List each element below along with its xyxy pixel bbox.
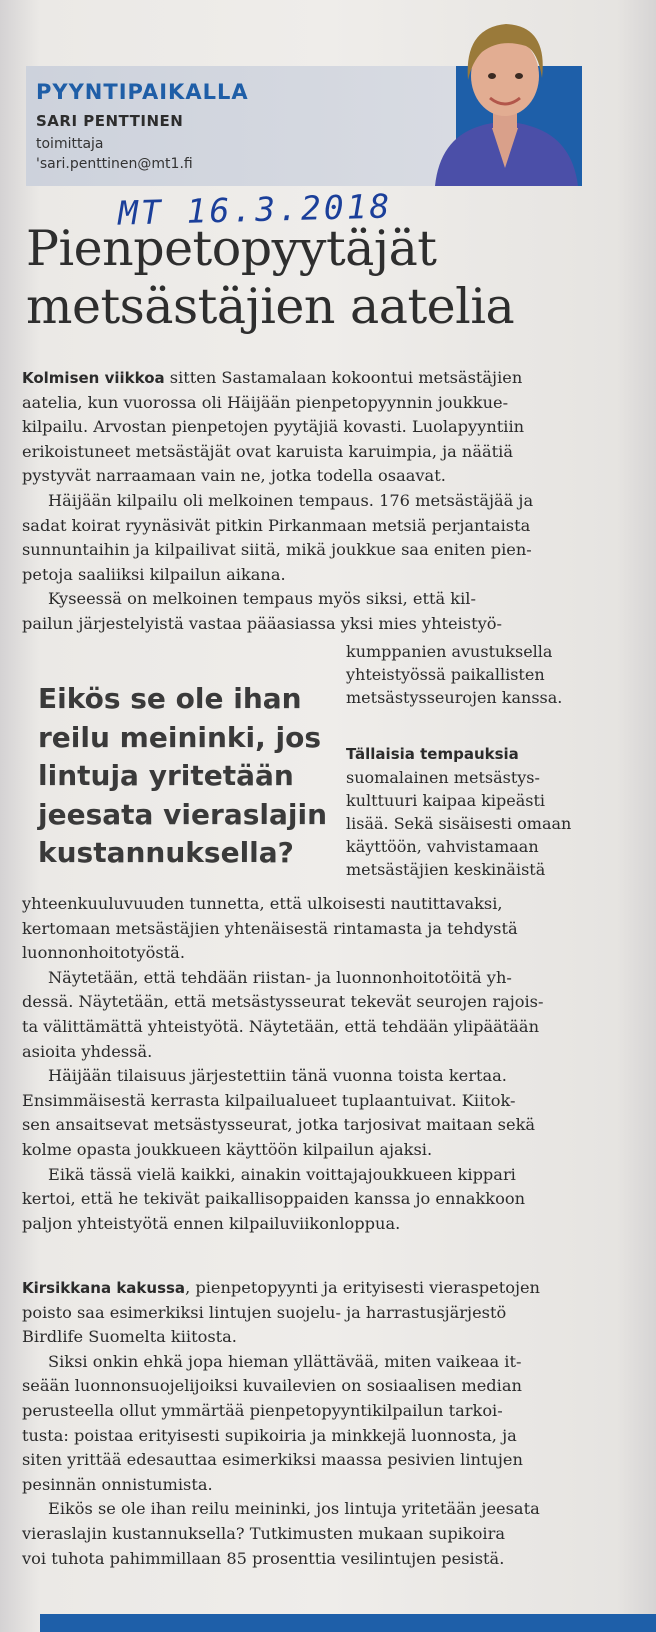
pull-quote-line: Eikös se ole ihan: [38, 682, 302, 715]
text-line: Eikä tässä vielä kaikki, ainakin voittajajoukkueen kippari: [48, 1164, 516, 1184]
paragraph: [22, 489, 622, 587]
paragraph: [22, 966, 622, 1064]
pull-quote-line: kustannuksella?: [38, 836, 294, 869]
text-line: sen ansaitsevat metsästysseurat, jotka tarjosivat maitaan sekä: [22, 1115, 536, 1135]
text-line: sitten Sastamalaan kokoontui metsästäjien: [164, 368, 523, 387]
text-line: Kyseessä on melkoinen tempaus myös siksi, että kil-: [48, 589, 476, 609]
text-line: kulttuuri kaipaa kipeästi: [346, 791, 546, 810]
text-line: pailun järjestelyistä vastaa pääasiassa yksi mies yhteistyö-: [22, 613, 502, 633]
text-line: Häijään tilaisuus järjestettiin tänä vuonna toista kertaa.: [48, 1066, 507, 1086]
paragraph: [346, 640, 626, 709]
text-line: perusteella ollut ymmärtää pienpetopyyntikilpailun tarkoi-: [22, 1400, 503, 1420]
right-column-subsection: [346, 742, 626, 881]
text-line: Birdlife Suomelta kiitosta.: [22, 1327, 237, 1347]
author-portrait: [430, 18, 580, 186]
text-line: sadat koirat ryynäsivät pitkin Pirkanmaan metsiä perjantaista: [22, 515, 531, 535]
pull-quote-line: lintuja yritetään: [38, 759, 294, 792]
text-line: siten yrittää edesauttaa esimerkiksi maassa pesivien lintujen: [22, 1450, 523, 1470]
text-line: ta välittämättä yhteistyötä. Näytetään, että tehdään ylipäätään: [22, 1016, 539, 1036]
text-line: luonnonhoitotyöstä.: [22, 943, 185, 963]
text-line: paljon yhteistyötä ennen kilpailuviikonloppua.: [22, 1213, 401, 1233]
text-line: kertoi, että he tekivät paikallisoppaiden kanssa jo ennakkoon: [22, 1189, 526, 1209]
article-headline: [26, 220, 626, 336]
section-label: PYYNTIPAIKALLA: [36, 80, 249, 104]
paragraph: [346, 742, 626, 881]
footer-color-strip: [40, 1614, 656, 1632]
text-line: yhteistyössä paikallisten: [346, 665, 545, 684]
text-line: Ensimmäisestä kerrasta kilpailualueet tuplaantuivat. Kiitok-: [22, 1090, 516, 1110]
text-line: suomalainen metsästys-: [346, 768, 540, 787]
text-line: asioita yhdessä.: [22, 1041, 153, 1061]
text-line: pystyvät narraamaan vain ne, jotka todella osaavat.: [22, 466, 446, 486]
author-role: toimittaja: [36, 136, 104, 152]
paragraph: [22, 1497, 622, 1571]
article-body-middle: [22, 892, 622, 1236]
paragraph-lead: Kolmisen viikkoa: [22, 369, 165, 387]
text-line: voi tuhota pahimmillaan 85 prosenttia vesilintujen pesistä.: [22, 1548, 505, 1568]
text-line: seään luonnonsuojelijoiksi kuvailevien on sosiaalisen median: [22, 1376, 522, 1396]
text-line: Siksi onkin ehkä jopa hieman yllättävää, miten vaikeaa it-: [48, 1351, 522, 1371]
text-line: lisää. Sekä sisäisesti omaan: [346, 814, 572, 833]
paragraph: [22, 892, 622, 966]
article-body-bottom: [22, 1276, 622, 1571]
headline-line: Pienpetopyytäjät: [26, 220, 437, 277]
text-line: Eikös se ole ihan reilu meininki, jos lintuja yritetään jeesata: [48, 1499, 540, 1519]
paragraph: [22, 1350, 622, 1498]
text-line: dessä. Näytetään, että metsästysseurat tekevät seurojen rajois-: [22, 992, 544, 1012]
text-line: yhteenkuuluvuuden tunnetta, että ulkoisesti nautittavaksi,: [22, 894, 503, 913]
text-line: metsästysseurojen kanssa.: [346, 688, 563, 707]
handwritten-date-note: MT 16.3.2018: [117, 186, 393, 233]
text-line: , pienpetopyynti ja erityisesti vieraspetojen: [185, 1278, 540, 1297]
text-line: poisto saa esimerkiksi lintujen suojelu- ja harrastusjärjestö: [22, 1302, 507, 1322]
author-email: 'sari.penttinen@mt1.fi: [36, 156, 193, 172]
paragraph: [22, 1163, 622, 1237]
text-line: pesinnän onnistumista.: [22, 1474, 213, 1494]
text-line: Häijään kilpailu oli melkoinen tempaus. 176 metsästäjää ja: [48, 490, 534, 510]
paragraph-lead: Kirsikkana kakussa: [22, 1279, 186, 1297]
pull-quote-line: reilu meininki, jos: [38, 720, 322, 754]
article-body-top: [22, 366, 622, 637]
text-line: vieraslajin kustannuksella? Tutkimusten mukaan supikoira: [22, 1523, 505, 1543]
text-line: kertomaan metsästäjien yhtenäisestä rintamasta ja tehdystä: [22, 918, 518, 938]
subhead: Tällaisia tempauksia: [346, 745, 519, 763]
text-line: kilpailu. Arvostan pienpetojen pyytäjiä kovasti. Luolapyyntiin: [22, 417, 525, 437]
paragraph-intro: [22, 366, 622, 489]
text-line: aatelia, kun vuorossa oli Häijään pienpetopyynnin joukkue-: [22, 392, 509, 412]
paragraph: [22, 1064, 622, 1162]
text-line: tusta: poistaa erityisesti supikoiria ja minkkejä luonnosta, ja: [22, 1425, 517, 1445]
text-line: kolme opasta joukkueen käyttöön kilpailun ajaksi.: [22, 1139, 433, 1159]
pull-quote-line: jeesata vieraslajin: [38, 797, 327, 831]
text-line: Näytetään, että tehdään riistan- ja luonnonhoitotöitä yh-: [48, 967, 512, 987]
paragraph: [22, 587, 622, 636]
author-name: SARI PENTTINEN: [36, 112, 184, 130]
pull-quote: [38, 680, 338, 873]
headline-line: metsästäjien aatelia: [26, 278, 515, 335]
text-line: käyttöön, vahvistamaan: [346, 837, 539, 856]
text-line: erikoistuneet metsästäjät ovat karuista karuimpia, ja näätiä: [22, 441, 513, 461]
text-line: kumppanien avustuksella: [346, 642, 553, 661]
text-line: sunnuntaihin ja kilpailivat siitä, mikä joukkue saa eniten pien-: [22, 540, 532, 560]
text-line: petoja saaliiksi kilpailun aikana.: [22, 564, 286, 584]
right-column-continuation: [346, 640, 626, 709]
text-line: metsästäjien keskinäistä: [346, 860, 546, 879]
paragraph: [22, 1276, 622, 1350]
